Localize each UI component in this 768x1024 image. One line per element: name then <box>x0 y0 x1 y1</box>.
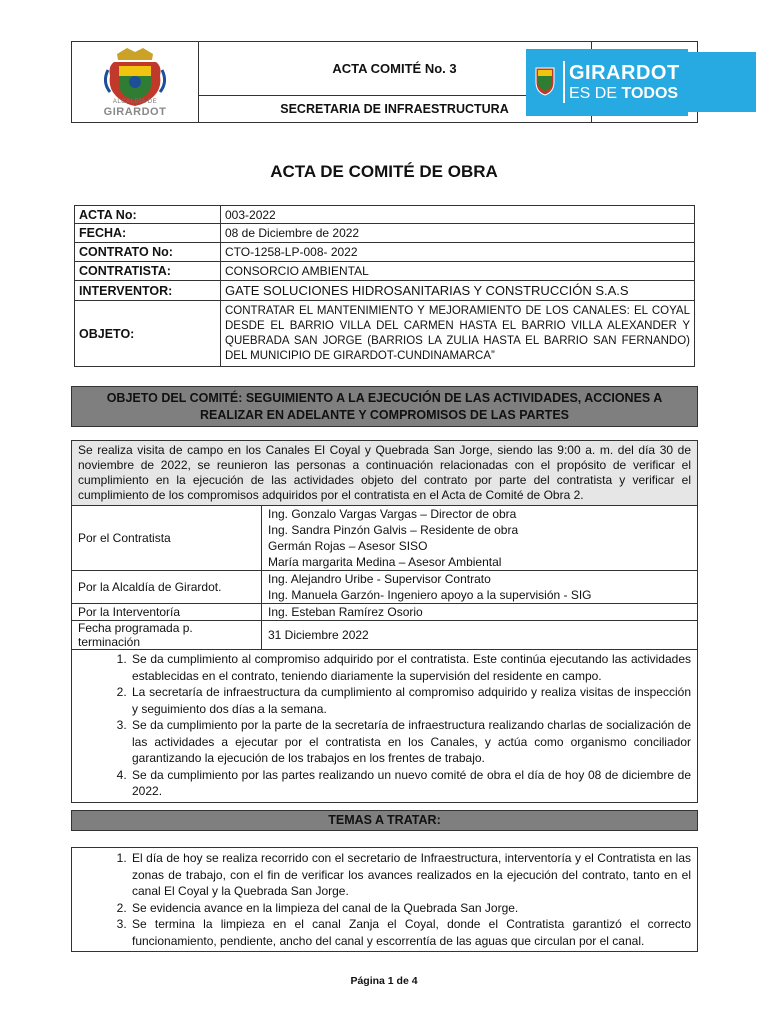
participant-name: Germán Rojas – Asesor SISO <box>268 539 428 553</box>
info-row-contratista <box>75 262 695 281</box>
list-item: 4. Se da cumplimiento por las partes realizando un nuevo comité de obra el día de hoy 08 de diciembre de 2022. <box>130 767 691 800</box>
participant-label: Por el Contratista <box>72 506 262 571</box>
participant-name: María margarita Medina – Asesor Ambiental <box>268 555 502 569</box>
info-value: CONTRATAR EL MANTENIMIENTO Y MEJORAMIENTO DE LOS CANALES: EL COYAL DESDE EL BARRIO VILLA DEL CARMEN HASTA EL BARRIO VILLA ALEXANDER Y QUEBRADA SAN JORGE (BARRIOS LA ZULIA HASTA EL BARRIO SAN FERNANDO) DEL MUNICIPIO DE GIRARDOT-CUNDINAMARCA” <box>221 301 695 367</box>
info-value: CONSORCIO AMBIENTAL <box>221 262 695 281</box>
participant-label: Por la Interventoría <box>72 604 262 621</box>
committee-object-bar: OBJETO DEL COMITÉ: SEGUIMIENTO A LA EJECUCIÓN DE LAS ACTIVIDADES, ACCIONES A REALIZAR EN ADELANTE Y COMPROMISOS DE LAS PARTES <box>71 386 698 427</box>
list-item: 1. Se da cumplimiento al compromiso adquirido por el contratista. Este continúa ejecutando las actividades establecidas en el contrato, teniendo diariamente la supervisión del residente en campo. <box>130 651 691 684</box>
participant-list <box>262 506 698 571</box>
list-item: 1. El día de hoy se realiza recorrido con el secretario de Infraestructura, interventoría y el Contratista en las zonas de trabajo, con el fin de verificar los avances realizados en la ejecución del contrato, tanto en el canal El Coyal y la Quebrada San Jorge. <box>130 850 691 900</box>
participant-row <box>72 604 698 621</box>
participant-name: Ing. Manuela Garzón- Ingeniero apoyo a la supervisión - SIG <box>268 588 592 602</box>
info-row-interventor <box>75 281 695 301</box>
participant-name: Ing. Gonzalo Vargas Vargas – Director de obra <box>268 507 517 521</box>
logo-caption-bottom: GIRARDOT <box>103 106 167 118</box>
info-row-objeto <box>75 301 695 367</box>
participant-label: Fecha programada p. terminación <box>72 621 262 650</box>
participant-name: Ing. Esteban Ramírez Osorio <box>262 604 698 621</box>
termination-date: 31 Diciembre 2022 <box>262 621 698 650</box>
list-item: 3. Se termina la limpieza en el canal Zanja el Coyal, donde el Contratista garantizó el correcto funcionamiento, pendiente, ancho del canal y escorrentía de las aguas que circulan por el canal. <box>130 916 691 949</box>
info-value: 08 de Diciembre de 2022 <box>221 224 695 243</box>
participant-name: Ing. Alejandro Uribe - Supervisor Contrato <box>268 572 491 586</box>
participant-row <box>72 571 698 604</box>
info-label: INTERVENTOR: <box>75 281 221 301</box>
list-item: 2. Se evidencia avance en la limpieza del canal de la Quebrada San Jorge. <box>130 900 691 917</box>
info-row-fecha <box>75 224 695 243</box>
commitments-list <box>78 651 691 800</box>
department-name: SECRETARIA DE INFRAESTRUCTURA <box>280 102 509 116</box>
commitments-cell <box>72 650 698 803</box>
commitments-row <box>72 650 698 803</box>
topics-box <box>71 847 698 952</box>
info-value: CTO-1258-LP-008- 2022 <box>221 243 695 262</box>
list-item: 2. La secretaría de infraestructura da cumplimiento al compromiso adquirido y realiza visitas de inspección y seguimiento dos días a la semana. <box>130 684 691 717</box>
committee-table <box>71 440 698 803</box>
logo-caption-top: ALCALDÍA DE <box>112 99 158 105</box>
info-label: OBJETO: <box>75 301 221 367</box>
info-row-contrato <box>75 243 695 262</box>
intro-text: Se realiza visita de campo en los Canales El Coyal y Quebrada San Jorge, siendo las 9:00 a. m. del día 30 de noviembre de 2022, se reunieron las personas a continuación relacionadas con el propósito de verificar el cumplimiento en la ejecución de las actividades objeto del contrato por parte del contratista y verificar el cumplimiento de los compromisos adquiridos por el contratista en el Acta de Comité de Obra 2. <box>72 441 698 506</box>
info-label: FECHA: <box>75 224 221 243</box>
topics-list <box>78 850 691 949</box>
participant-label: Por la Alcaldía de Girardot. <box>72 571 262 604</box>
brand-line-2: ES DE TODOS <box>569 85 679 102</box>
info-row-acta <box>75 206 695 224</box>
info-label: CONTRATISTA: <box>75 262 221 281</box>
shield-icon <box>534 66 556 96</box>
main-title: ACTA DE COMITÉ DE OBRA <box>270 162 498 181</box>
participant-name: Ing. Sandra Pinzón Galvis – Residente de obra <box>268 523 519 537</box>
intro-row <box>72 441 698 506</box>
brand-banner <box>526 49 688 116</box>
contract-info-table <box>74 205 695 367</box>
alcaldia-logo <box>72 42 199 122</box>
info-label: CONTRATO No: <box>75 243 221 262</box>
list-item: 3. Se da cumplimiento por la parte de la secretaría de infraestructura realizando charlas de socialización de las actividades a ejecutar por el contratista en los Canales, y actúa como organismo conciliador garantizando la ejecución de los trabajos en los frentes de trabajo. <box>130 717 691 767</box>
participant-row <box>72 621 698 650</box>
info-value: GATE SOLUCIONES HIDROSANITARIAS Y CONSTRUCCIÓN S.A.S <box>221 281 695 301</box>
info-label: ACTA No: <box>75 206 221 224</box>
info-value: 003-2022 <box>221 206 695 224</box>
page-number: Página 1 de 4 <box>350 975 418 987</box>
topics-title-bar: TEMAS A TRATAR: <box>71 810 698 831</box>
brand-line-1: GIRARDOT <box>569 62 680 84</box>
participant-row <box>72 506 698 571</box>
participant-list <box>262 571 698 604</box>
doc-title: ACTA COMITÉ No. 3 <box>198 42 591 96</box>
